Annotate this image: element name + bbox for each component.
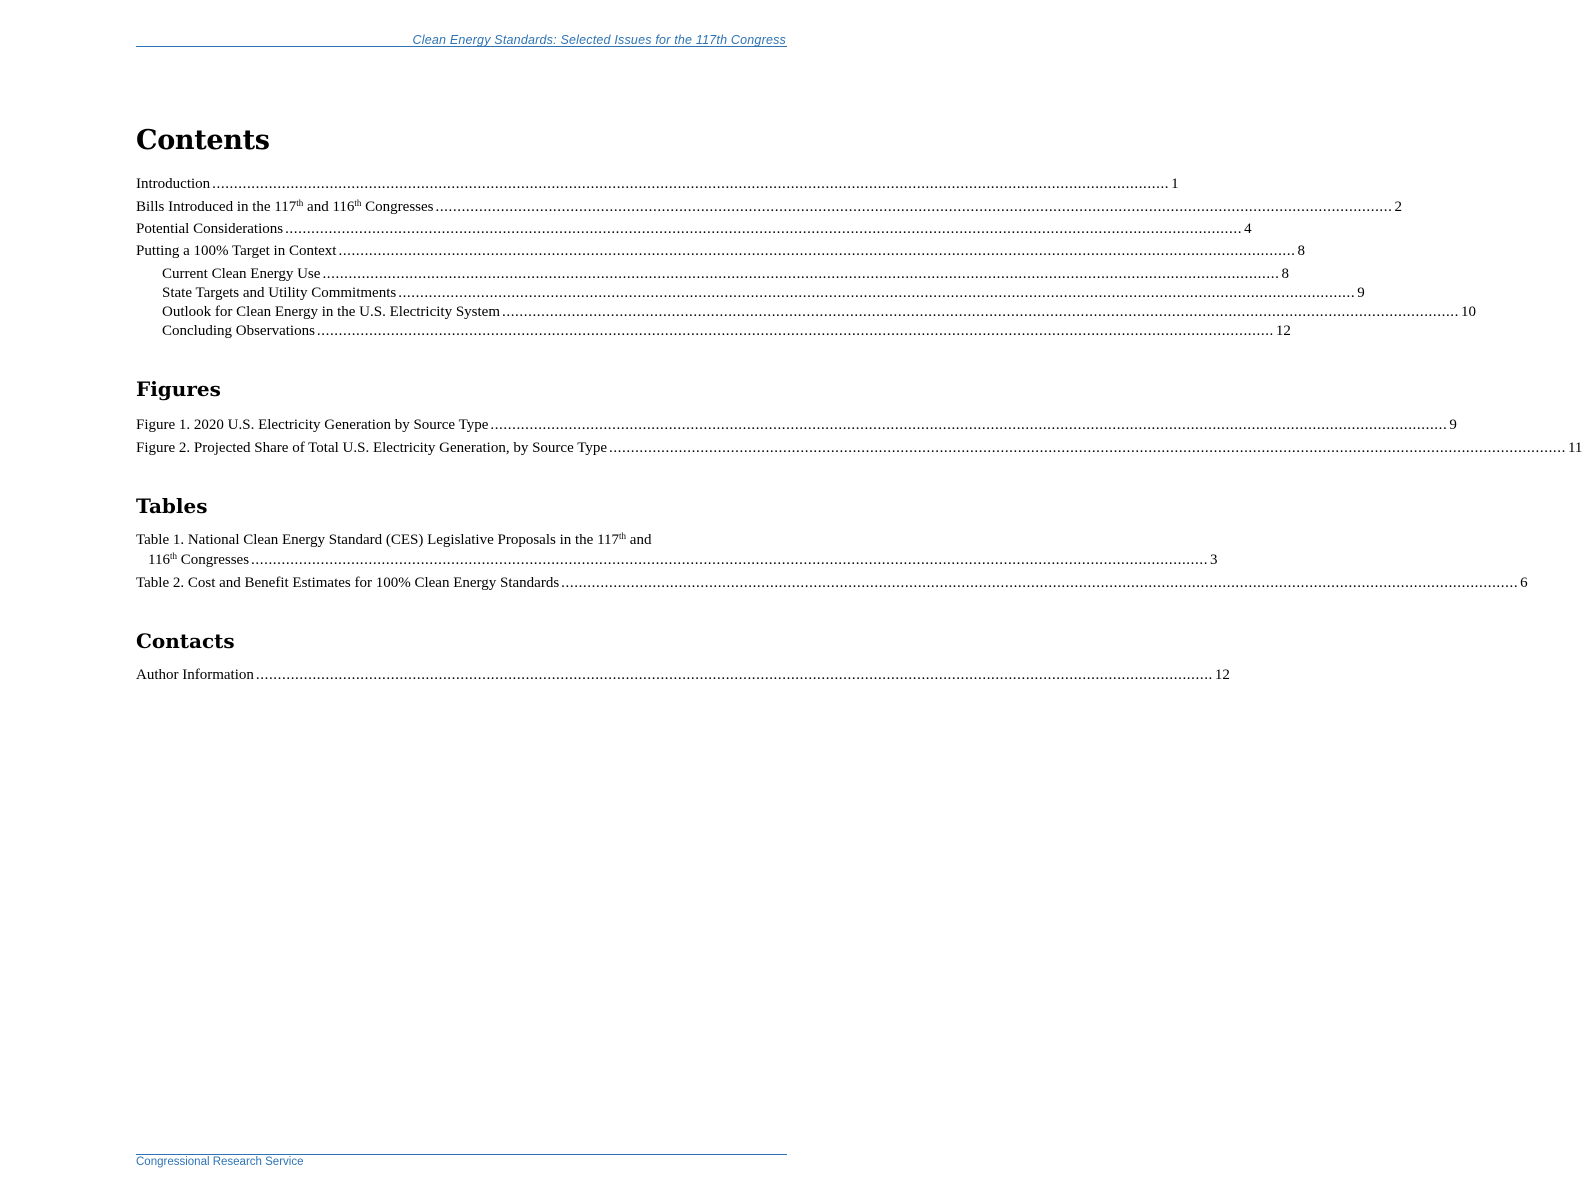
dot-leader: ............................................................................................................................................................................................................................ (212, 176, 1170, 192)
toc-entry-page: 4 (1244, 221, 1252, 237)
toc-entry-label: Figure 1. 2020 U.S. Electricity Generation by Source Type (136, 417, 489, 433)
dot-leader: ............................................................................................................................................................................................................................ (322, 266, 1280, 282)
dot-leader: ............................................................................................................................................................................................................................ (502, 304, 1459, 320)
toc-entry-label: Potential Considerations (136, 221, 284, 237)
toc-entry-page: 6 (1520, 575, 1528, 591)
toc-entry-label: Table 2. Cost and Benefit Estimates for 100% Clean Energy Standards (136, 575, 560, 591)
toc-entry-label: State Targets and Utility Commitments (162, 285, 397, 301)
toc-entry-page: 10 (1461, 304, 1476, 320)
toc-entry-page: 2 (1394, 199, 1402, 215)
dot-leader: ............................................................................................................................................................................................................................ (561, 575, 1519, 591)
toc-entry-label: Current Clean Energy Use (162, 266, 321, 282)
toc-entry-table-2[interactable] (136, 573, 1528, 593)
toc-entry-label: Concluding Observations (162, 323, 315, 339)
dot-leader: ............................................................................................................................................................................................................................ (255, 667, 1213, 683)
toc-entry-putting-target-in-context[interactable] (136, 241, 1305, 261)
toc-entry-page: 9 (1357, 285, 1365, 301)
toc-entry-author-information[interactable] (136, 665, 1230, 685)
toc-entry-label: Outlook for Clean Energy in the U.S. Electricity System (162, 304, 500, 320)
toc-entry-label: Figure 2. Projected Share of Total U.S. Electricity Generation, by Source Type (136, 440, 607, 456)
dot-leader: ............................................................................................................................................................................................................................ (490, 417, 1448, 433)
toc-entry-label: Author Information (136, 667, 254, 683)
figures-heading: Figures (136, 377, 221, 401)
dot-leader: ............................................................................................................................................................................................................................ (608, 440, 1566, 456)
toc-entry-table-1-line-2[interactable] (148, 550, 1218, 570)
toc-entry-figure-1[interactable] (136, 415, 1457, 435)
toc-entry-label: Bills Introduced in the 117th and 116th Congresses (136, 198, 434, 215)
header-divider (136, 46, 787, 47)
toc-entry-bills-introduced[interactable] (136, 197, 1402, 217)
toc-entry-page: 12 (1214, 667, 1230, 683)
toc-entry-page: 11 (1567, 440, 1582, 456)
dot-leader: ............................................................................................................................................................................................................................ (285, 221, 1243, 237)
toc-entry-potential-considerations[interactable] (136, 219, 1252, 239)
toc-entry-page: 9 (1449, 417, 1457, 433)
footer-organization: Congressional Research Service (136, 1156, 304, 1168)
contacts-heading: Contacts (136, 629, 235, 653)
dot-leader: ............................................................................................................................................................................................................................ (435, 199, 1393, 215)
toc-entry-label: Introduction (136, 176, 211, 192)
tables-heading: Tables (136, 494, 208, 518)
footer-divider (136, 1154, 787, 1155)
toc-entry-label: Putting a 100% Target in Context (136, 243, 337, 259)
dot-leader: ............................................................................................................................................................................................................................ (398, 285, 1356, 301)
dot-leader: ............................................................................................................................................................................................................................ (316, 323, 1274, 339)
toc-entry-introduction[interactable] (136, 174, 1179, 194)
toc-entry-state-targets[interactable] (162, 283, 1365, 303)
toc-entry-page: 12 (1275, 323, 1291, 339)
toc-entry-page: 8 (1281, 266, 1289, 282)
toc-entry-outlook[interactable] (162, 302, 1476, 322)
dot-leader: ............................................................................................................................................................................................................................ (251, 552, 1209, 568)
toc-entry-current-clean-energy-use[interactable] (162, 264, 1289, 284)
toc-entry-table-1-line-1[interactable]: Table 1. National Clean Energy Standard (CES) Legislative Proposals in the 117th and (136, 531, 652, 548)
dot-leader: ............................................................................................................................................................................................................................ (338, 243, 1296, 259)
contents-heading: Contents (136, 125, 270, 156)
toc-entry-label: 116th Congresses (148, 551, 250, 568)
toc-entry-page: 1 (1171, 176, 1179, 192)
running-header-title: Clean Energy Standards: Selected Issues for the 117th Congress (412, 33, 786, 47)
toc-entry-page: 3 (1210, 552, 1218, 568)
toc-entry-page: 8 (1297, 243, 1305, 259)
toc-entry-concluding-observations[interactable] (162, 321, 1291, 341)
toc-entry-figure-2[interactable] (136, 438, 1582, 458)
